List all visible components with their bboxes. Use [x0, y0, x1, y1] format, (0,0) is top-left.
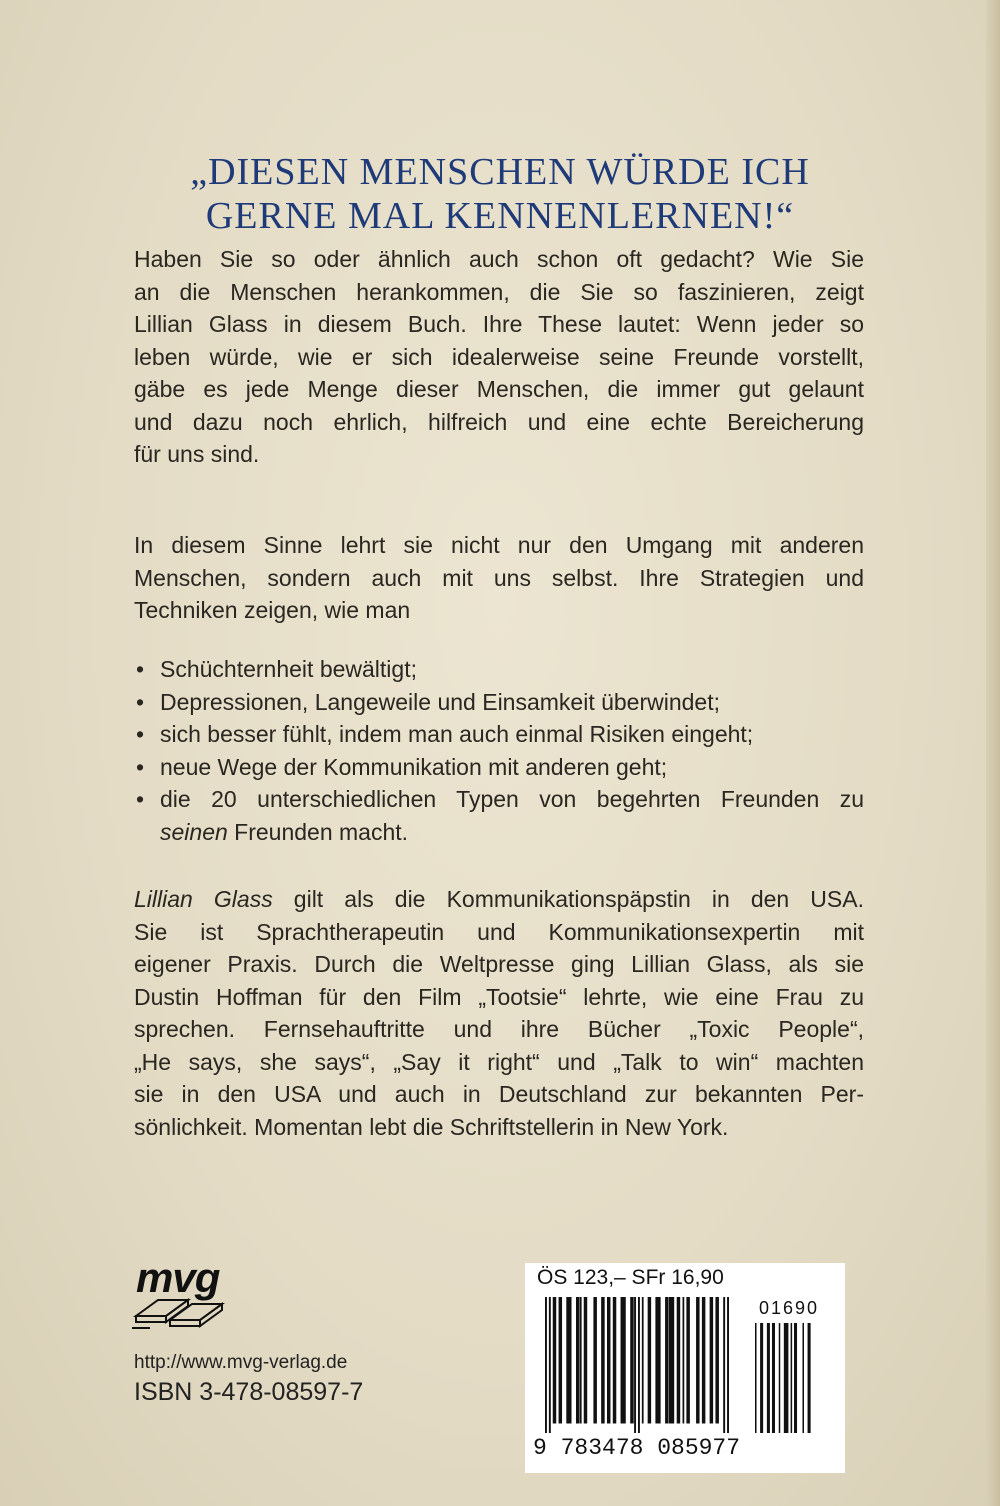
text-line: Menschen, sondern auch mit uns selbst. Ihre Strategien und	[134, 564, 864, 591]
publisher-logo	[130, 1254, 240, 1332]
text-line: und dazu noch ehrlich, hilfreich und eine echte Bereicherung	[134, 408, 864, 435]
barcode-bar	[634, 1297, 636, 1433]
list-item-text: sich besser fühlt, indem man auch einmal Risiken eingeht;	[160, 721, 754, 747]
list-item-text-rest: Freunden macht.	[227, 818, 409, 845]
bullet-icon: •	[136, 656, 145, 682]
barcode-bar	[545, 1297, 547, 1433]
barcode-bar	[607, 1297, 610, 1423]
text-line: Dustin Hoffman für den Film „Tootsie“ lehrte, wie eine Frau zu	[134, 983, 864, 1010]
barcode-bar	[791, 1323, 793, 1433]
list-item	[134, 686, 864, 719]
barcode-panel	[525, 1263, 845, 1473]
text-line: Haben Sie so oder ähnlich auch schon oft gedacht? Wie Sie	[134, 246, 864, 272]
barcode-bar	[559, 1297, 562, 1423]
text-line: Lillian Glass in diesem Buch. Ihre These lautet: Wenn jeder so	[134, 311, 864, 337]
addon-barcode	[755, 1323, 833, 1433]
list-item	[134, 751, 864, 784]
barcode-bar	[710, 1297, 713, 1423]
barcode-bar	[727, 1297, 729, 1433]
barcode-bar	[686, 1297, 689, 1423]
list-item-text: neue Wege der Kommunikation mit anderen geht;	[160, 753, 668, 780]
text-line: eigener Praxis. Durch die Weltpresse ging Lillian Glass, als sie	[134, 951, 864, 977]
list-item	[134, 653, 864, 686]
strategies-paragraph	[134, 529, 864, 627]
barcode-bar	[808, 1323, 811, 1433]
author-name: Lillian Glass	[134, 886, 273, 912]
barcode-bar	[638, 1297, 640, 1433]
barcode-bar	[576, 1297, 579, 1423]
list-item-text-continued	[160, 816, 864, 849]
text-line: sie in den USA und auch in Deutschland zur bekannten Per-	[134, 1081, 864, 1107]
text-line: gäbe es jede Menge dieser Menschen, die immer gut gelaunt	[134, 376, 864, 402]
barcode-bar	[553, 1297, 556, 1423]
barcode-bar	[549, 1297, 551, 1433]
barcode-bar	[665, 1297, 668, 1423]
barcode-bar	[794, 1323, 797, 1433]
isbn: ISBN 3-478-08597-7	[134, 1378, 364, 1406]
text-line: Techniken zeigen, wie man	[134, 597, 411, 623]
barcode-bar	[702, 1297, 705, 1423]
barcode-bar	[655, 1297, 660, 1423]
barcode-bar	[683, 1297, 685, 1423]
text-line: Sie ist Sprachtherapeutin und Kommunikationsexpertin mit	[134, 918, 864, 945]
list-item-text: Depressionen, Langeweile und Einsamkeit überwindet;	[160, 688, 721, 715]
barcode-bar	[613, 1297, 616, 1423]
bullet-icon: •	[136, 688, 145, 715]
text-line: leben würde, wie er sich idealerweise seine Freunde vorstellt,	[134, 343, 864, 370]
barcode-bar	[593, 1297, 596, 1423]
text-line: sönlichkeit. Momentan lebt die Schriftstellerin in New York.	[134, 1113, 729, 1140]
list-item	[134, 783, 864, 848]
ean-number: 9 783478 085977	[533, 1435, 741, 1461]
barcode-bar	[677, 1297, 680, 1423]
author-bio	[134, 883, 864, 1143]
barcode-bar	[601, 1297, 604, 1423]
barcode-bar	[802, 1323, 804, 1433]
text-line: sprechen. Fernsehauftritte und ihre Bücher „Toxic People“,	[134, 1016, 864, 1042]
barcode-bar	[580, 1297, 582, 1423]
barcode-bar	[784, 1323, 789, 1433]
barcode-bar	[767, 1323, 770, 1433]
barcode-bar	[630, 1297, 633, 1423]
barcode-bar	[723, 1297, 725, 1433]
barcode-bar	[621, 1297, 626, 1423]
list-item-text: die 20 unterschiedlichen Typen von begehrten Freunden zu	[160, 786, 864, 812]
headline	[90, 150, 910, 238]
emphasis: seinen	[160, 818, 228, 845]
price-label: ÖS 123,– SFr 16,90	[537, 1266, 724, 1289]
logo-text: mvg	[136, 1254, 220, 1301]
barcode-bar	[669, 1297, 674, 1423]
barcode-bar	[755, 1323, 757, 1433]
text-line: „He says, she says“, „Say it right“ und „Talk to win“ machten	[134, 1048, 864, 1075]
text-line: für uns sind.	[134, 441, 260, 467]
text-line: an die Menschen herankommen, die Sie so faszinieren, zeigt	[134, 278, 864, 305]
barcode-bar	[566, 1297, 571, 1423]
cover-edge	[986, 0, 1000, 1506]
text-line: In diesem Sinne lehrt sie nicht nur den Umgang mit anderen	[134, 532, 864, 558]
text-line-rest: gilt als die Kommunikationspäpstin in den USA.	[272, 886, 864, 912]
barcode-bar	[648, 1297, 651, 1423]
strategy-list	[134, 653, 864, 848]
barcode-bar	[696, 1297, 699, 1423]
headline-line-2: GERNE MAL KENNENLERNEN!“	[205, 195, 795, 237]
addon-number: 01690	[759, 1298, 820, 1318]
barcode-bar	[642, 1297, 644, 1423]
intro-paragraph	[134, 243, 864, 471]
list-item	[134, 718, 864, 751]
bullet-icon: •	[136, 753, 145, 780]
barcode-bar	[760, 1323, 763, 1433]
publisher-url: http://www.mvg-verlag.de	[134, 1352, 348, 1373]
bullet-icon: •	[136, 786, 145, 812]
barcode-bar	[779, 1323, 781, 1433]
headline-line-1: „DIESEN MENSCHEN WÜRDE ICH	[190, 151, 810, 193]
barcode-bar	[584, 1297, 587, 1423]
text-line	[134, 883, 864, 916]
list-item-text: Schüchternheit bewältigt;	[160, 656, 417, 682]
barcode-bar	[772, 1323, 775, 1433]
bullet-icon: •	[136, 721, 145, 747]
book-stack-icon	[130, 1296, 240, 1330]
ean-barcode	[545, 1297, 729, 1433]
barcode-bar	[715, 1297, 718, 1423]
